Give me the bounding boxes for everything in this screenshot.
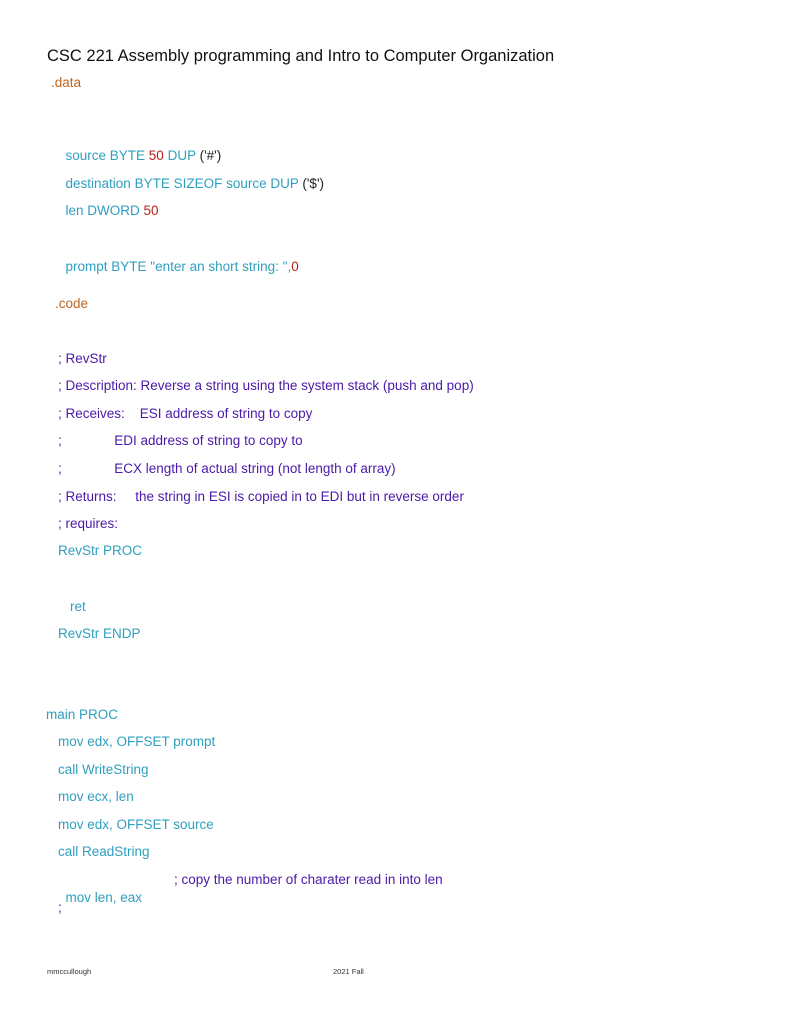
comment-line: ; ECX length of actual string (not length of array) xyxy=(58,461,396,476)
footer-author: mmccullough xyxy=(47,967,92,976)
source-name: source BYTE xyxy=(65,148,149,163)
instruction-line: call WriteString xyxy=(58,762,149,777)
instruction-line: mov edx, OFFSET prompt xyxy=(58,734,216,749)
source-dup: DUP xyxy=(163,148,200,163)
prompt-terminator: 0 xyxy=(291,259,299,274)
source-count: 50 xyxy=(148,148,164,163)
comment-line: ; requires: xyxy=(58,516,119,531)
comment-line: ; Description: Reverse a string using the system stack (push and pop) xyxy=(58,378,474,393)
comment-line: ; RevStr xyxy=(58,351,107,366)
len-text: len DWORD xyxy=(65,203,144,218)
instruction-line: mov ecx, len xyxy=(58,789,134,804)
footer-term: 2021 Fall xyxy=(333,967,364,976)
data-directive: .data xyxy=(51,75,82,90)
mov-len-line xyxy=(58,871,443,907)
len-declaration xyxy=(58,184,159,220)
destination-dup-arg: ('$') xyxy=(302,176,325,191)
comment-line: ; Returns: the string in ESI is copied in to EDI but in reverse order xyxy=(58,489,464,504)
prompt-name: prompt BYTE xyxy=(65,259,151,274)
mov-len-instruction: mov len, eax xyxy=(65,890,143,905)
instruction-line: call ReadString xyxy=(58,844,150,859)
revstr-endp: RevStr ENDP xyxy=(58,626,141,641)
source-dup-arg: ('#') xyxy=(199,148,222,163)
instruction-line: mov edx, OFFSET source xyxy=(58,817,214,832)
len-value: 50 xyxy=(143,203,159,218)
comment-line: ; Receives: ESI address of string to copy xyxy=(58,406,313,421)
destination-text: destination BYTE SIZEOF source DUP xyxy=(65,176,303,191)
mov-len-comment: ; copy the number of charater read in into len xyxy=(174,872,443,887)
code-directive: .code xyxy=(55,296,89,311)
main-proc: main PROC xyxy=(46,707,119,722)
revstr-proc: RevStr PROC xyxy=(58,543,143,558)
ret-instruction: ret xyxy=(70,599,86,614)
prompt-declaration xyxy=(58,240,299,276)
comment-line: ; EDI address of string to copy to xyxy=(58,433,303,448)
document-title: CSC 221 Assembly programming and Intro to Computer Organization xyxy=(47,47,555,65)
trailing-comment: ; xyxy=(58,900,62,915)
prompt-string: "enter an short string: ", xyxy=(150,259,292,274)
